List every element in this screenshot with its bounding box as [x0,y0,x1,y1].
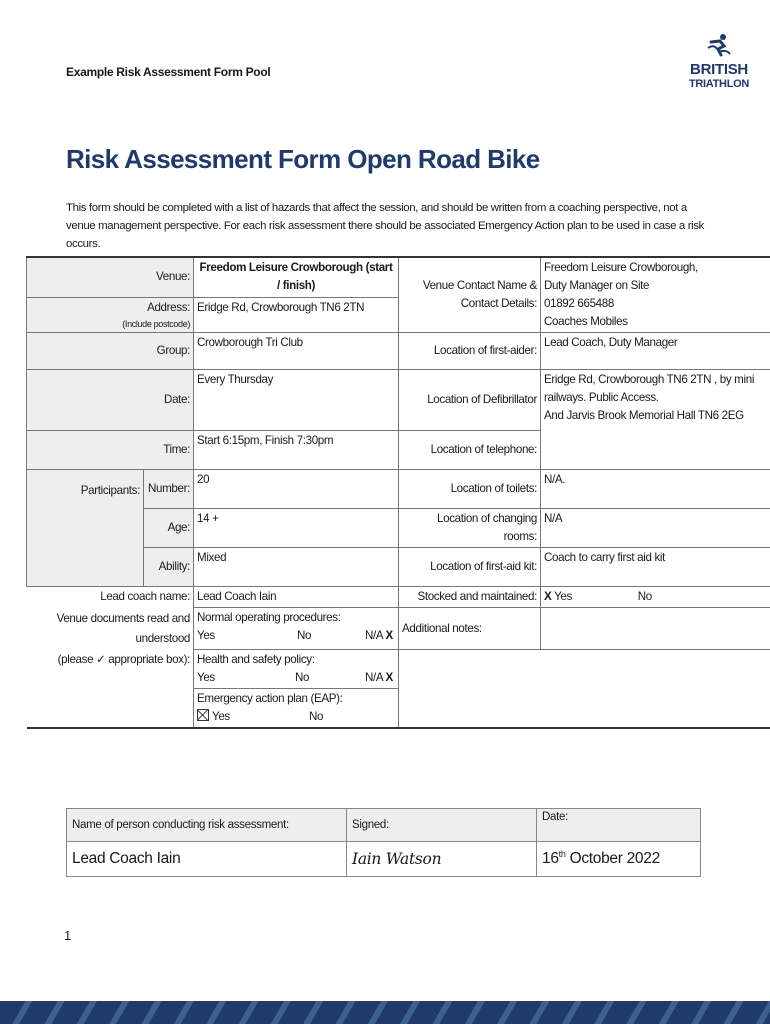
address-label: Address: [147,300,191,314]
nop-label: Normal operating procedures: [197,611,341,624]
hs-label: Health and safety policy: [197,653,315,666]
hs-yes[interactable]: Yes [197,671,215,684]
first-aider-value[interactable]: Lead Coach, Duty Manager [541,333,770,370]
hs-na[interactable] [365,669,393,687]
stocked-yes-label: Yes [554,590,572,603]
ability-label: Ability: [144,548,194,587]
first-aid-kit-label: Location of first-aid kit: [399,548,541,587]
date-value[interactable]: Every Thursday [194,370,399,431]
risk-assessment-table [26,256,770,729]
nop-yes[interactable]: Yes [197,629,215,642]
notes-blank-area[interactable] [399,650,770,729]
signoff-table [66,808,701,877]
stocked-options [541,587,770,608]
hs-cell [194,650,399,689]
telephone-label: Location of telephone: [399,431,541,470]
defibrillator-line: Eridge Rd, Crowborough TN6 2TN , by mini railways. Public Access. [544,373,755,404]
defibrillator-line: And Jarvis Brook Memorial Hall TN6 2EG [544,409,744,422]
toilets-value[interactable]: N/A. [541,470,770,509]
venue-value[interactable]: Freedom Leisure Crowborough (start / finish) [194,257,399,297]
please-tick-label: (please ✓ appropriate box): [27,650,194,689]
triathlete-logo-icon [704,32,734,62]
additional-notes-label: Additional notes: [399,608,541,650]
assessor-name-label: Name of person conducting risk assessment: [67,809,347,842]
address-label-cell [27,297,194,332]
intro-paragraph: This form should be completed with a list of hazards that affect the session, and should be written from a coaching perspective, not a venue management perspective. For each risk assessment there should be associated Emergency Action plan to be used in case a risk occurs. [66,202,705,250]
changing-rooms-value[interactable]: N/A [541,509,770,548]
venue-contact-line: Coaches Mobiles [544,315,628,328]
address-note: (Include postcode) [122,318,191,329]
time-value[interactable]: Start 6:15pm, Finish 7:30pm [194,431,399,470]
nop-na-mark: X [385,629,393,642]
age-value[interactable]: 14 + [194,509,399,548]
page-title: Risk Assessment Form Open Road Bike [66,144,540,174]
british-triathlon-logo [688,32,750,90]
lead-coach-value[interactable]: Lead Coach Iain [194,587,399,608]
venue-label: Venue: [27,257,194,297]
signed-label: Signed: [347,809,537,842]
first-aider-label: Location of first-aider: [399,333,541,370]
changing-rooms-label: Location of changing rooms: [399,509,541,548]
group-value[interactable]: Crowborough Tri Club [194,333,399,370]
stocked-label: Stocked and maintained: [399,587,541,608]
page-number: 1 [64,928,72,943]
participants-label: Participants: [27,470,144,587]
venue-contact-line: Freedom Leisure Crowborough, [544,261,698,274]
additional-notes-value[interactable] [541,608,770,650]
defibrillator-value[interactable] [541,370,770,470]
first-aid-kit-value[interactable]: Coach to carry first aid kit [541,548,770,587]
date-day: 16 [542,850,559,868]
signoff-date-label: Date: [537,809,701,842]
number-label: Number: [144,470,194,509]
time-label: Time: [27,431,194,470]
lead-coach-label: Lead coach name: [27,587,194,608]
venue-contact-line: 01892 665488 [544,297,614,310]
ability-value[interactable]: Mixed [194,548,399,587]
defibrillator-label: Location of Defibrillator [399,370,541,431]
venue-contact-label: Venue Contact Name & Contact Details: [399,257,541,333]
nop-na-label: N/A [365,629,383,642]
nop-cell [194,608,399,650]
document-header-label: Example Risk Assessment Form Pool [66,65,271,79]
toilets-label: Location of toilets: [399,470,541,509]
date-rest: October 2022 [565,850,660,868]
assessor-name-value[interactable]: Lead Coach Iain [67,842,347,877]
logo-text-british: BRITISH [690,61,748,78]
stocked-no-label[interactable]: No [637,590,652,603]
address-value[interactable]: Eridge Rd, Crowborough TN6 2TN [194,297,399,332]
logo-text-triathlon: TRIATHLON [688,78,750,90]
eap-cell [194,689,399,729]
nop-na[interactable] [365,627,393,645]
eap-yes: Yes [212,710,230,723]
stocked-yes-mark[interactable]: X [544,590,552,603]
eap-no[interactable]: No [309,710,324,723]
signoff-date-value[interactable] [537,842,701,877]
eap-label: Emergency action plan (EAP): [197,692,343,705]
hs-na-label: N/A [365,671,383,684]
checked-box-icon[interactable] [197,709,209,721]
signature[interactable]: Iain Watson [347,842,537,877]
date-suffix: th [558,849,566,860]
venue-contact-line: Duty Manager on Site [544,279,650,292]
date-label: Date: [27,370,194,431]
venue-docs-label: Venue documents read and understood [27,608,194,650]
venue-contact-value[interactable] [541,257,770,333]
nop-no[interactable]: No [297,629,312,642]
group-label: Group: [27,333,194,370]
hs-no[interactable]: No [295,671,310,684]
footer-stripe-band [0,1001,770,1024]
hs-na-mark: X [385,671,393,684]
age-label: Age: [144,509,194,548]
number-value[interactable]: 20 [194,470,399,509]
